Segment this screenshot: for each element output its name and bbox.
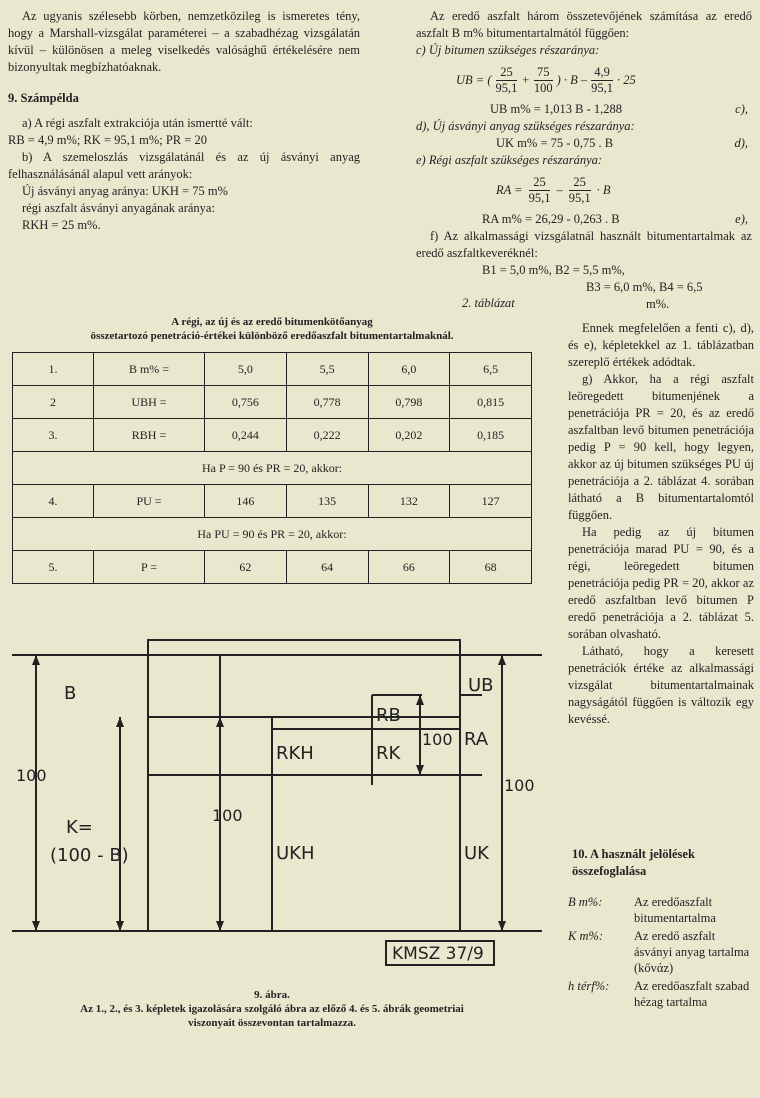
- item-b-text: b) A szemeloszlás vizsgálatánál és az új ásványi anyag felhasználásánál alapul vett arányok:: [8, 150, 360, 181]
- table-row: [13, 386, 532, 419]
- formula-c-mid: ) · B –: [556, 72, 588, 87]
- item-a-line1: a) A régi aszfalt extrakciója után ismertté vált:: [22, 116, 253, 130]
- table-cell: B m% =: [94, 353, 205, 386]
- fig-label-K-expr: (100 - B): [50, 845, 129, 866]
- item-b-line3: RKH = 25 m%.: [22, 218, 101, 232]
- table-row: [13, 485, 532, 518]
- table-caption-line1: A régi, az új és az eredő bitumenkötőanyag: [171, 316, 373, 328]
- formula-c-label: c) Új bitumen szükséges részaránya:: [416, 43, 600, 57]
- section-10-heading: 10. A használt jelölések összefoglalása: [572, 847, 695, 878]
- table-cell: RBH =: [94, 419, 205, 452]
- formula-c-result-line: [416, 101, 752, 118]
- table-span-cell: Ha PU = 90 és PR = 20, akkor:: [13, 518, 532, 551]
- table-row: [13, 518, 532, 551]
- legend-item: [568, 894, 754, 926]
- table-cell: 146: [205, 485, 287, 518]
- formula-c: [416, 61, 752, 99]
- paragraph: g) Akkor, ha a régi aszfalt leöregedett bitumenjének a penetrációja PR = 20, és az eredő aszfaltban levő bitumen penetrációja pedig P = 90 kell, hogy legyen, akkor az új bitumen szükséges PU új penetrációja a 2. táblázat 4. sorában látható a B bitumentartalomtól függően.: [568, 372, 754, 522]
- item-f-line3: m%.: [646, 297, 670, 311]
- table-cell: 62: [205, 551, 287, 584]
- table-cell: 0,185: [450, 419, 532, 452]
- table-cell: 6,0: [368, 353, 450, 386]
- formula-c-lhs: UB = (: [456, 72, 492, 87]
- figure-9-diagram: [12, 635, 552, 980]
- right-intro: Az eredő aszfalt három összetevőjének számítása az eredő aszfalt B m% bitumentartalmától függően:: [416, 9, 752, 40]
- table-caption-line2: összetartozó penetráció-értékei különböző eredőaszfalt bitumentartalmaknál.: [90, 330, 454, 342]
- item-a-line2: RB = 4,9 m%; RK = 95,1 m%; PR = 20: [8, 133, 207, 147]
- table-row: [13, 419, 532, 452]
- fraction: $\frac{25}{95,1}$: [528, 174, 551, 205]
- fraction: $\frac{75}{100}$: [533, 64, 553, 95]
- legend-key: h térf%:: [568, 979, 610, 993]
- table-cell: 5,5: [286, 353, 368, 386]
- formula-e-end: · B: [596, 182, 611, 197]
- legend-value: Az eredőaszfalt szabad hézag tartalma: [634, 979, 750, 1009]
- table-cell: 0,815: [450, 386, 532, 419]
- legend-item: [568, 978, 754, 1010]
- right-narrow-column: [568, 320, 754, 728]
- fraction: $\frac{25}{95,1}$: [495, 64, 518, 95]
- table-cell: 3.: [13, 419, 94, 452]
- fig-label-UKH: UKH: [276, 843, 315, 864]
- formula-e-label: e) Régi aszfalt szükséges részaránya:: [416, 153, 603, 167]
- fig-label-B: B: [64, 683, 77, 704]
- paragraph: Ennek megfelelően a fenti c), d), és e), képletekkel az 1. táblázatban szereplő értékek adódtak.: [568, 321, 754, 369]
- figure-caption-line3: viszonyait összevontan tartalmazza.: [188, 1017, 356, 1029]
- legend-key: B m%:: [568, 895, 603, 909]
- formula-e-result: RA m% = 26,29 - 0,263 . B: [482, 212, 620, 226]
- formula-d-tag: d),: [734, 136, 748, 150]
- table-cell: 0,756: [205, 386, 287, 419]
- figure-caption-line1: 9. ábra.: [254, 989, 290, 1001]
- formula-d-result: UK m% = 75 - 0,75 . B: [496, 136, 614, 150]
- fig-label-UK: UK: [464, 843, 489, 864]
- table-span-cell: Ha P = 90 és PR = 20, akkor:: [13, 452, 532, 485]
- legend-value: Az eredőaszfalt bitumentartalma: [634, 895, 716, 925]
- table-cell: 0,778: [286, 386, 368, 419]
- table-cell: 4.: [13, 485, 94, 518]
- item-f-text: f) Az alkalmassági vizsgálatnál használt bitumentartalmak az eredő aszfaltkeveréknél:: [416, 229, 752, 260]
- table-cell: P =: [94, 551, 205, 584]
- table-cell: 0,798: [368, 386, 450, 419]
- fraction: $\frac{25}{95,1}$: [568, 174, 591, 205]
- table-cell: PU =: [94, 485, 205, 518]
- table-cell: 135: [286, 485, 368, 518]
- fig-stamp: KMSZ 37/9: [392, 944, 484, 964]
- intro-paragraph: Az ugyanis szélesebb körben, nemzetközileg is ismeretes tény, hogy a Marshall-vizsgálat paraméterei – a szabadhézag vizsgálatán kívül – különösen a meleg viselkedés valósághű értékelésére nem bizonyultak megbízhatóaknak.: [8, 9, 360, 74]
- fig-label-K: K=: [66, 817, 93, 838]
- fig-label-RA: RA: [464, 729, 489, 750]
- penetration-table: [12, 352, 532, 584]
- item-f-line2: B3 = 6,0 m%, B4 = 6,5: [586, 280, 703, 294]
- fig-label-100-mid: 100: [422, 730, 453, 749]
- paragraph: Látható, hogy a keresett penetrációk értéke az alkalmassági vizsgálat bitumentartalmainak nagyságától függően is változik egy kevéssé.: [568, 644, 754, 726]
- table-cell: 0,202: [368, 419, 450, 452]
- notation-legend: [568, 894, 754, 1012]
- item-b-line2: régi aszfalt ásványi anyagának aránya:: [22, 201, 215, 215]
- table-row: [13, 353, 532, 386]
- fig-label-UB: UB: [468, 675, 494, 696]
- fig-label-RB: RB: [376, 705, 401, 726]
- table-row: [13, 452, 532, 485]
- formula-e-tag: e),: [735, 212, 748, 226]
- table-cell: 68: [450, 551, 532, 584]
- table-row: [13, 551, 532, 584]
- table-cell: 2: [13, 386, 94, 419]
- fig-label-100-right: 100: [504, 776, 535, 795]
- legend-item: [568, 928, 754, 976]
- fig-label-RK: RK: [376, 743, 401, 764]
- section-9-heading: 9. Számpélda: [8, 91, 79, 105]
- table-cell: 132: [368, 485, 450, 518]
- table-cell: 6,5: [450, 353, 532, 386]
- formula-d-result-line: [416, 135, 752, 152]
- table-cell: 127: [450, 485, 532, 518]
- figure-caption: [12, 988, 532, 1030]
- table-cell: 64: [286, 551, 368, 584]
- fig-label-100-center: 100: [212, 806, 243, 825]
- table-cell: 0,222: [286, 419, 368, 452]
- formula-e-result-line: [416, 211, 752, 228]
- fig-label-RKH: RKH: [276, 743, 314, 764]
- plus-sign: +: [521, 72, 530, 87]
- right-column-top: [416, 8, 752, 313]
- table-cell: 0,244: [205, 419, 287, 452]
- paragraph: Ha pedig az új bitumen penetrációja marad PU = 90, és a régi, leöregedett bitumen penetrációja pedig PR = 20, akkor az eredő aszfaltban levő bitumen P eredő penetrációja a 2. táblázat 5. sorában olvasható.: [568, 525, 754, 641]
- formula-e-lhs: RA =: [496, 182, 523, 197]
- formula-e: [416, 171, 752, 209]
- table-label: 2. táblázat: [462, 296, 515, 310]
- item-f-line1: B1 = 5,0 m%, B2 = 5,5 m%,: [482, 263, 625, 277]
- fraction: $\frac{4,9}{95,1}$: [591, 64, 614, 95]
- table-cell: UBH =: [94, 386, 205, 419]
- minus-sign: –: [556, 182, 563, 197]
- left-column: [8, 8, 360, 234]
- formula-c-result: UB m% = 1,013 B - 1,288: [490, 102, 623, 116]
- legend-value: Az eredő aszfalt ásványi anyag tartalma (kővάz): [634, 929, 750, 975]
- table-cell: 5,0: [205, 353, 287, 386]
- formula-c-tag: c),: [735, 102, 748, 116]
- item-b-line1: Új ásványi anyag aránya: UKH = 75 m%: [22, 184, 228, 198]
- fig-label-100-left: 100: [16, 766, 47, 785]
- table-cell: 1.: [13, 353, 94, 386]
- figure-caption-line2: Az 1., 2., és 3. képletek igazolására szolgáló ábra az előző 4. és 5. ábrák geometriai: [80, 1003, 464, 1015]
- legend-key: K m%:: [568, 929, 604, 943]
- table-caption: [12, 315, 532, 343]
- table-cell: 66: [368, 551, 450, 584]
- table-cell: 5.: [13, 551, 94, 584]
- formula-c-end: · 25: [617, 72, 636, 87]
- formula-d-label: d), Új ásványi anyag szükséges részaránya:: [416, 119, 635, 133]
